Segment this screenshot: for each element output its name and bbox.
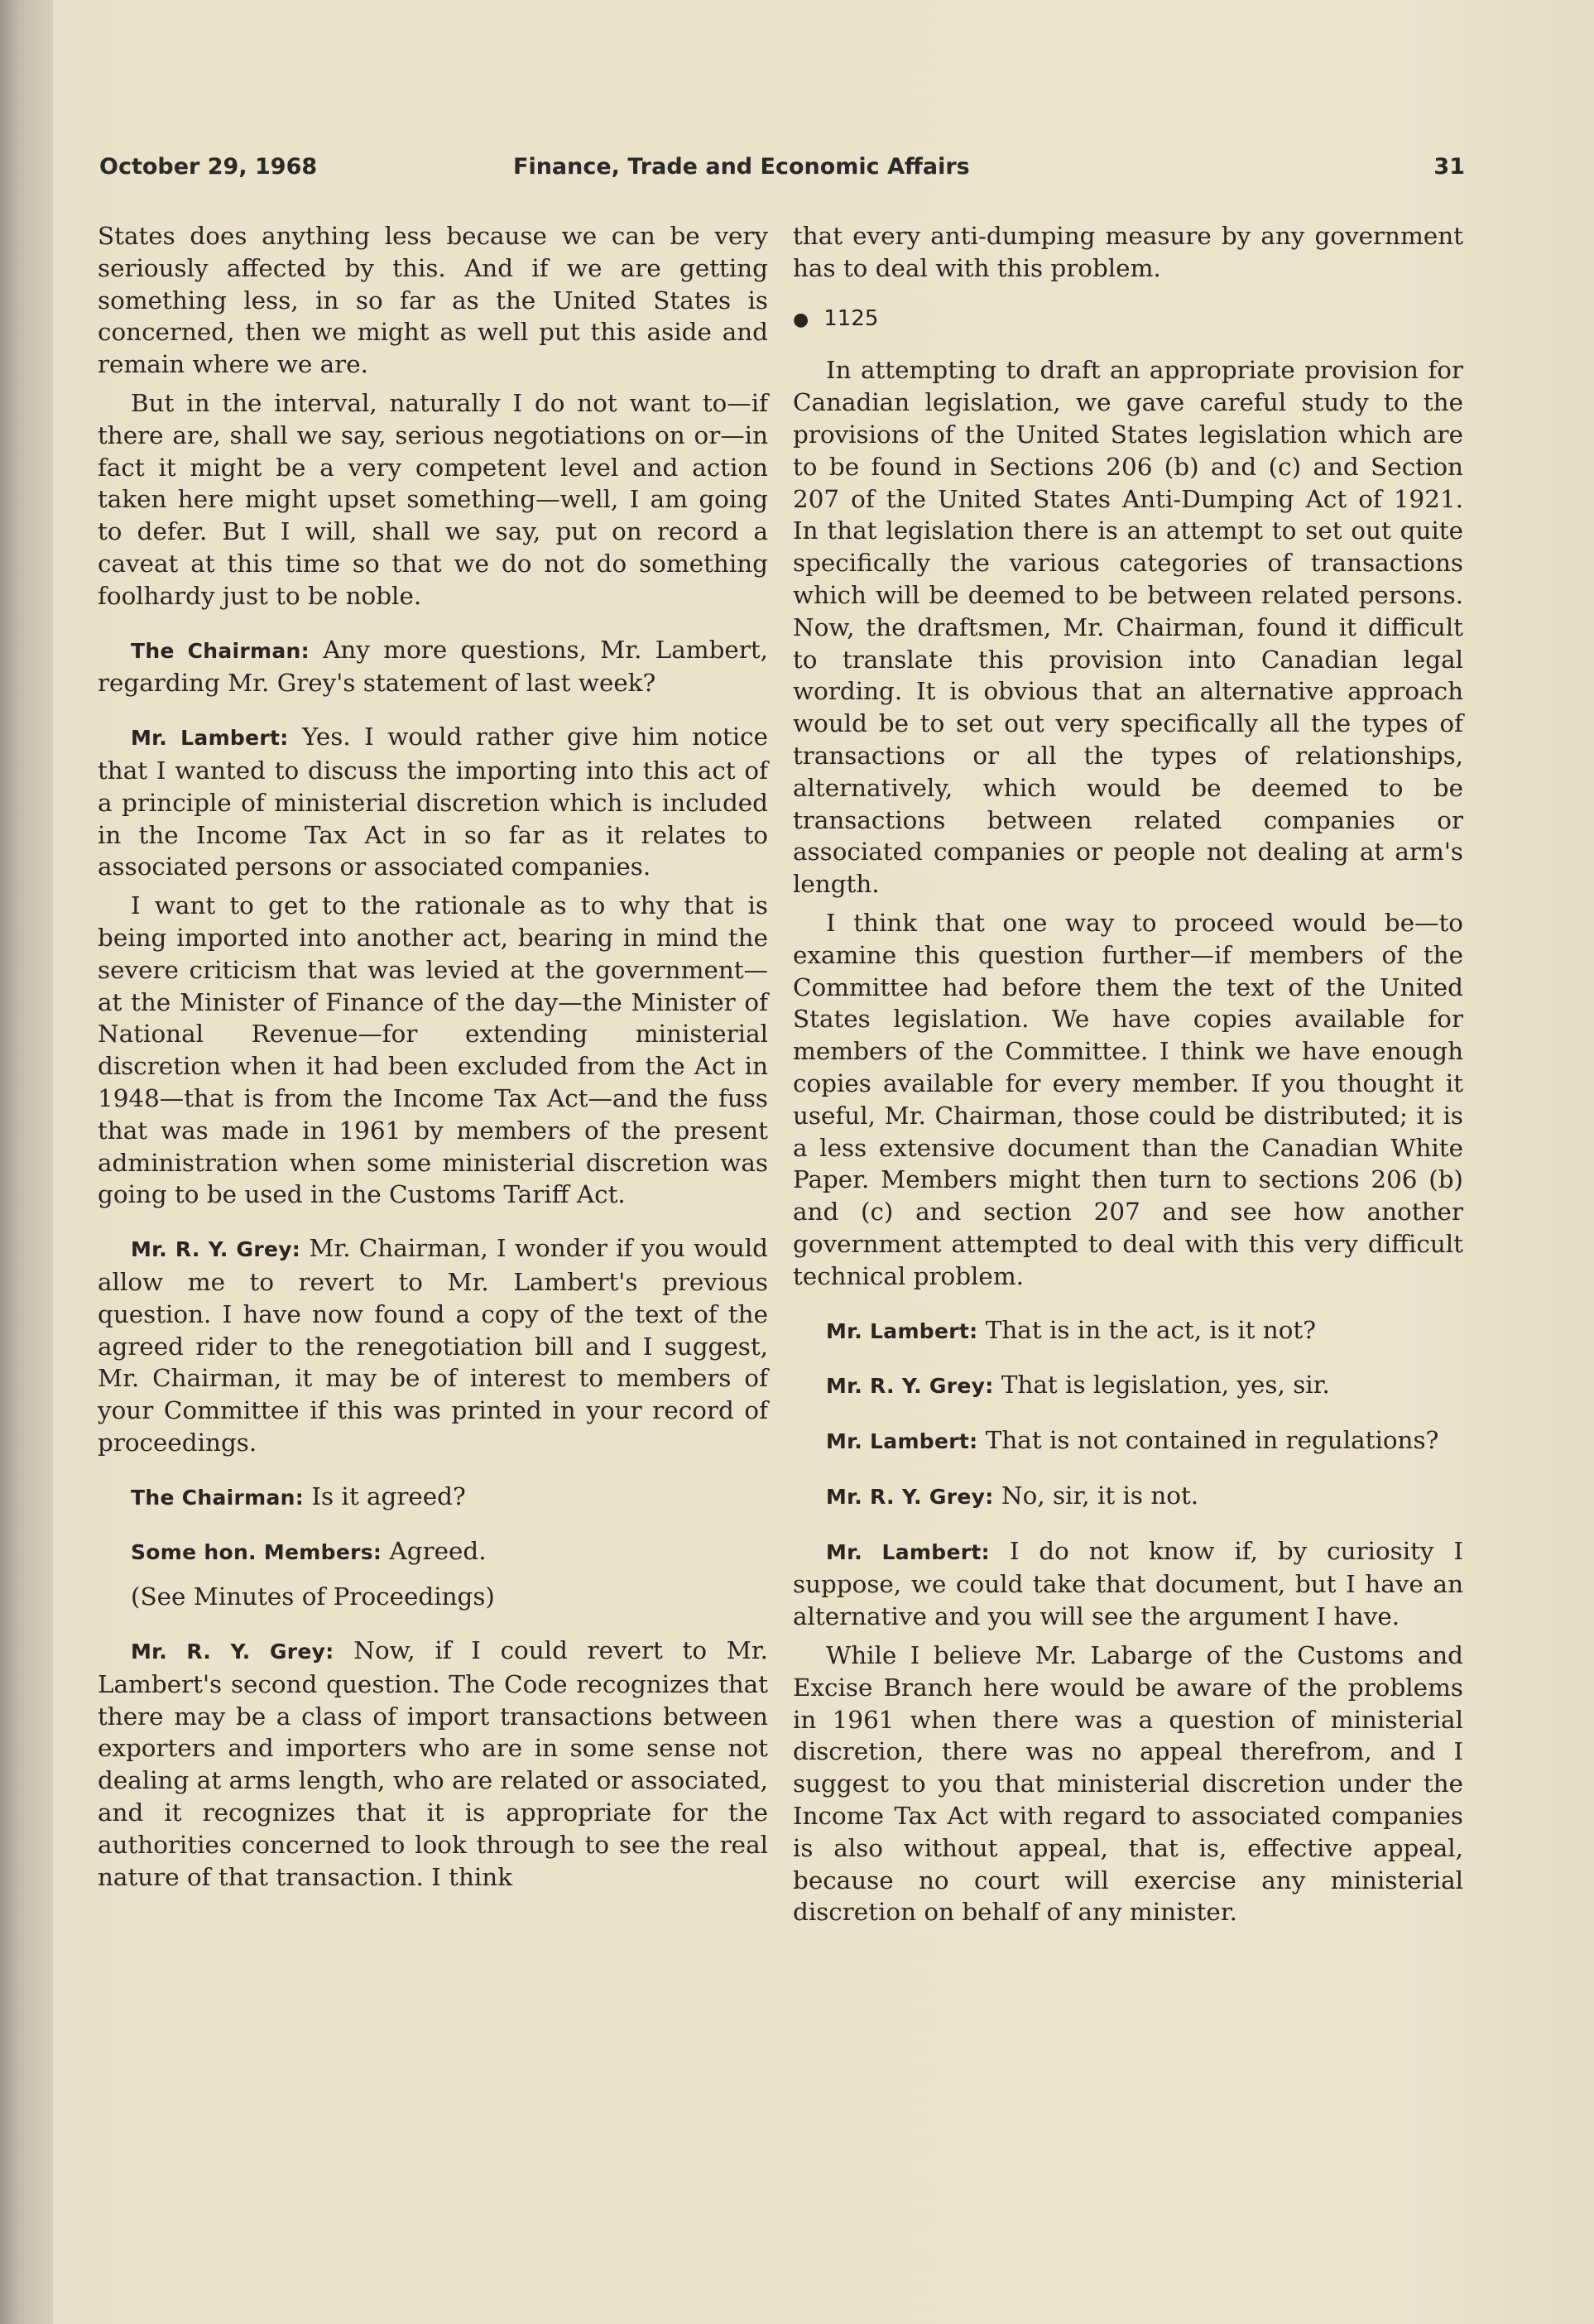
speaker-name: Some hon. Members: bbox=[131, 1540, 382, 1565]
book-binding-edge bbox=[0, 0, 53, 2324]
speaker-name: The Chairman: bbox=[131, 1485, 305, 1510]
proceedings-note: (See Minutes of Proceedings) bbox=[131, 1582, 495, 1611]
speaker-name: Mr. R. Y. Grey: bbox=[826, 1374, 994, 1399]
speech-text: That is legislation, yes, sir. bbox=[993, 1371, 1330, 1400]
speaker-name: Mr. Lambert: bbox=[826, 1539, 990, 1564]
speech-paragraph bbox=[98, 1635, 768, 1893]
left-column bbox=[98, 220, 768, 1893]
running-header bbox=[99, 154, 1465, 187]
paragraph: But in the interval, naturally I do not want to—if there are, shall we say, serious negotiations on or—in fact it might be a very competent level and action taken here might upset something—well, I am going to defer. But I will, shall we say, put on record a caveat at this time so that we do not do something foolhardy just to be noble. bbox=[98, 388, 768, 610]
speech-text: Any more questions, Mr. Lambert, regarding Mr. Grey's statement of last week? bbox=[98, 635, 769, 698]
speech-text: No, sir, it is not. bbox=[993, 1481, 1199, 1510]
page-number: 31 bbox=[1433, 154, 1465, 180]
speech-paragraph bbox=[793, 1424, 1463, 1458]
speech-text: I do not know if, by curiosity I suppose, we could take that document, but I have an alternative and you will see the argument I have. bbox=[793, 1536, 1464, 1631]
time-marker-text: 1125 bbox=[823, 305, 879, 331]
speech-paragraph bbox=[793, 1369, 1463, 1403]
speech-text: Agreed. bbox=[382, 1537, 487, 1566]
paragraph: States does anything less because we can be very seriously affected by this. And if we are getting something less, in so far as the United States is concerned, then we might as well put this aside and remain where we are. bbox=[98, 222, 768, 379]
speech-paragraph bbox=[793, 1535, 1463, 1633]
speech-paragraph bbox=[793, 1480, 1463, 1514]
right-column bbox=[793, 220, 1463, 1928]
paragraph: that every anti-dumping measure by any government has to deal with this problem. bbox=[793, 222, 1463, 282]
paragraph: In attempting to draft an appropriate provision for Canadian legislation, we gave careful study to the provisions of the United States legislation which are to be found in Sections 206 (b) and (c) and Section 207 of the United States Anti-Dumping Act of 1921. In that legislation there is an attempt to set out quite specifically the various categories of transactions which will be deemed to be between related persons. Now, the draftsmen, Mr. Chairman, found it difficult to translate this provision into Canadian legal wording. It is obvious that an alternative approach would be to set out very specifically all the types of transactions or all the types of relationships, alternatively, which would be deemed to be transactions between related companies or associated companies or people not dealing at arm's length. bbox=[793, 356, 1463, 899]
header-section-title: Finance, Trade and Economic Affairs bbox=[513, 154, 970, 180]
speaker-name: Mr. R. Y. Grey: bbox=[131, 1237, 301, 1262]
speech-paragraph bbox=[98, 1232, 768, 1459]
speech-paragraph bbox=[98, 1481, 768, 1515]
paragraph: While I believe Mr. Labarge of the Customs and Excise Branch here would be aware of the problems in 1961 when there was a question of ministerial discretion, there was no appeal therefrom, and I suggest to you that ministerial discretion under the Income Tax Act with regard to associated companies is also without appeal, that is, effective appeal, because no court will exercise any ministerial discretion on behalf of any minister. bbox=[793, 1641, 1463, 1927]
speaker-name: The Chairman: bbox=[131, 638, 310, 663]
speech-text: That is not contained in regulations? bbox=[977, 1426, 1439, 1455]
speaker-name: Mr. R. Y. Grey: bbox=[826, 1484, 994, 1509]
time-marker bbox=[793, 303, 1463, 337]
speech-paragraph bbox=[793, 1314, 1463, 1348]
speaker-name: Mr. Lambert: bbox=[131, 726, 289, 751]
header-date: October 29, 1968 bbox=[99, 154, 318, 180]
speaker-name: Mr. Lambert: bbox=[826, 1429, 978, 1454]
speech-text: Yes. I would rather give him notice that I wanted to discuss the importing into this act of a principle of ministerial discretion which is included in the Income Tax Act in so far as it relates to associated persons or associated companies. bbox=[98, 723, 768, 881]
speech-text: That is in the act, is it not? bbox=[977, 1315, 1316, 1344]
speaker-name: Mr. Lambert: bbox=[826, 1318, 978, 1343]
speech-paragraph bbox=[98, 1535, 768, 1569]
bullet-icon: ● bbox=[793, 309, 809, 330]
paragraph: I think that one way to proceed would be—to examine this question further—if members of the Committee had before them the text of the United States legislation. We have copies available for members of the Committee. I think we have enough copies available for every member. If you thought it useful, Mr. Chairman, those could be distributed; it is a less extensive document than the Canadian White Paper. Members might then turn to sections 206 (b) and (c) and section 207 and see how another government attempted to deal with this very difficult technical problem. bbox=[793, 908, 1463, 1290]
speaker-name: Mr. R. Y. Grey: bbox=[131, 1640, 334, 1664]
speech-text: Mr. Chairman, I wonder if you would allow me to revert to Mr. Lambert's previous question. I have now found a copy of the text of the agreed rider to the renegotiation bill and I suggest, Mr. Chairman, it may be of interest to members of your Committee if this was printed in your record of proceedings. bbox=[98, 1234, 768, 1457]
speech-paragraph bbox=[98, 634, 768, 700]
speech-text: Is it agreed? bbox=[304, 1481, 466, 1510]
paragraph: I want to get to the rationale as to why that is being imported into another act, bearing in mind the severe criticism that was levied at the government—at the Minister of Finance of the day—the Minister of National Revenue—for extending ministerial discretion when it had been excluded from the Act in 1948—that is from the Income Tax Act—and the fuss that was made in 1961 by members of the present administration when some ministerial discretion was going to be used in the Customs Tariff Act. bbox=[98, 891, 768, 1209]
speech-text: Now, if I could revert to Mr. Lambert's second question. The Code recognizes that there may be a class of import transactions between exporters and importers who are in some sense not dealing at arms length, who are related or associated, and it recognizes that it is appropriate for the authorities concerned to look through to see the real nature of that transaction. I think bbox=[98, 1636, 768, 1891]
speech-paragraph bbox=[98, 721, 768, 883]
